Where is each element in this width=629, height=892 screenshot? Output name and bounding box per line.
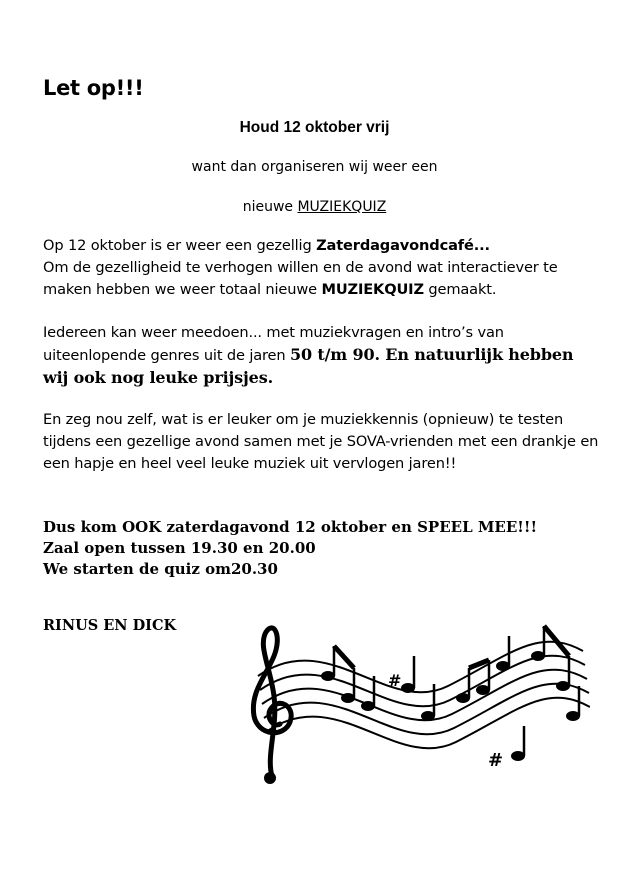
headline-date: Houd 12 oktober vrij (239, 119, 390, 136)
intro-text-3: gemaakt. (423, 281, 497, 298)
paragraph-participation (43, 322, 603, 390)
participation-text: Iedereen kan weer meedoen... met muziekvragen en intro’s van uiteenlopende genres uit de jaren (43, 324, 504, 364)
svg-text:#: # (488, 750, 504, 771)
page-heading: Let op!!! (43, 76, 144, 100)
intro-text-1: Op 12 oktober is er weer een gezellig (43, 237, 317, 254)
music-staff-notes-icon (238, 606, 590, 796)
event-doors-open: Zaal open tussen 19.30 en 20.00 (43, 539, 316, 557)
headline-subtitle: want dan organiseren wij weer een (191, 159, 438, 175)
headline-quiz (0, 199, 629, 215)
intro-bold-cafe: Zaterdagavondcafé... (316, 237, 490, 254)
event-call-to-action: Dus kom OOK zaterdagavond 12 oktober en SPEEL MEE!!! (43, 518, 538, 536)
headline-quiz-title: MUZIEKQUIZ (297, 199, 387, 215)
invite-text: En zeg nou zelf, wat is er leuker om je muziekkennis (opnieuw) te testen tijdens een gezellige avond samen met je SOVA-vrienden met een drankje en een hapje en heel veel leuke muziek uit vervlogen jaren!! (43, 411, 599, 472)
intro-bold-quiz: MUZIEKQUIZ (321, 281, 424, 298)
svg-text:#: # (388, 671, 402, 690)
headline-quiz-prefix: nieuwe (242, 199, 298, 215)
paragraph-intro (43, 235, 603, 301)
signature: RINUS EN DICK (43, 617, 177, 634)
event-details (43, 517, 537, 580)
intro-text-2: Om de gezelligheid te verhogen willen en de avond wat interactiever te maken hebben we weer totaal nieuwe (43, 259, 558, 298)
event-start-time: We starten de quiz om20.30 (43, 560, 278, 578)
paragraph-invite (43, 409, 603, 475)
participation-bold: 50 t/m 90. En natuurlijk hebben wij ook nog leuke prijsjes. (43, 345, 574, 387)
